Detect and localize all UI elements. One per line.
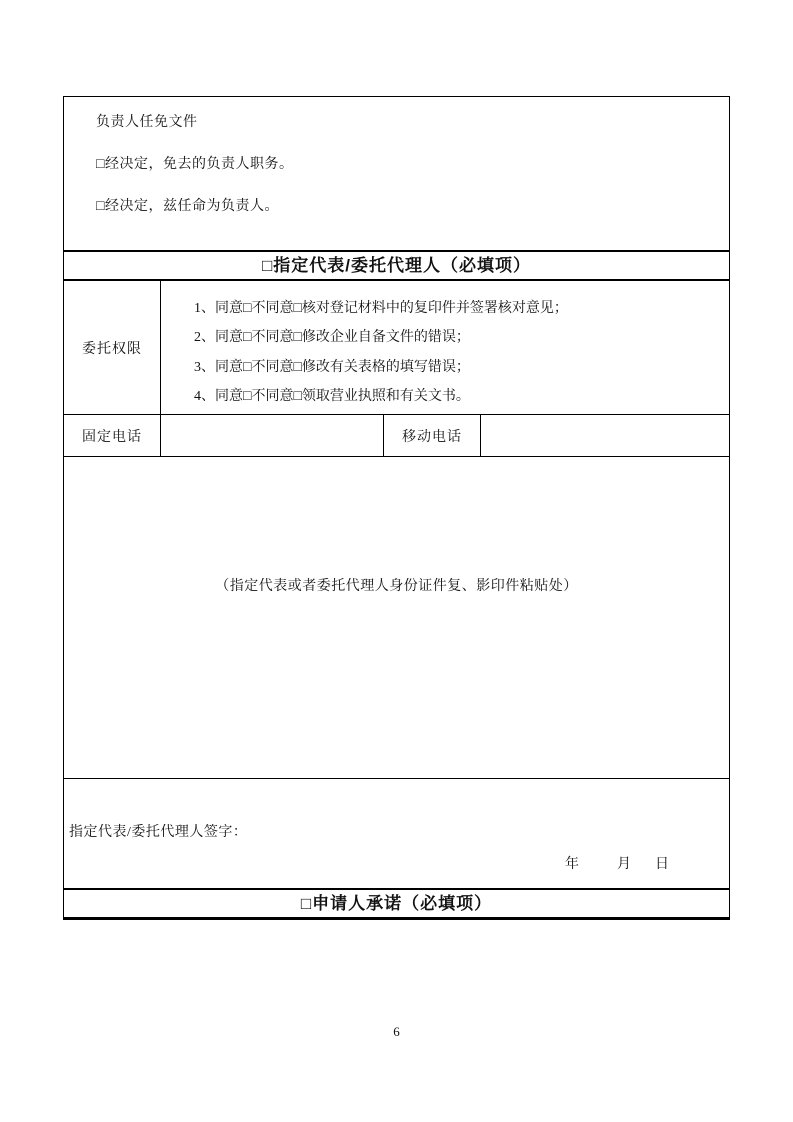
mobile-phone-label: 移动电话 <box>384 415 481 456</box>
authority-row <box>64 281 729 414</box>
date-line <box>64 853 729 873</box>
page-number: 6 <box>393 1024 400 1039</box>
phone-row <box>64 414 729 456</box>
signature-label: 指定代表/委托代理人签字： <box>69 825 248 840</box>
id-paste-area[interactable] <box>64 456 729 778</box>
checkbox-option-appoint[interactable]: □经决定，兹任命为负责人。 <box>96 199 279 214</box>
date-year-label: 年 <box>565 857 579 872</box>
authority-items <box>161 281 729 414</box>
agent-section-header[interactable]: □指定代表/委托代理人（必填项） <box>64 250 729 281</box>
date-day-label: 日 <box>655 857 669 872</box>
authority-item-1[interactable]: 1、同意□不同意□核对登记材料中的复印件并签署核对意见； <box>194 301 568 316</box>
commitment-section-header[interactable]: □申请人承诺（必填项） <box>64 888 729 920</box>
authority-label: 委托权限 <box>64 281 161 414</box>
appointment-section <box>64 97 729 250</box>
authority-item-3[interactable]: 3、同意□不同意□修改有关表格的填写错误； <box>194 359 470 375</box>
authority-item-4[interactable]: 4、同意□不同意□领取营业执照和有关文书。 <box>194 388 470 404</box>
mobile-phone-field[interactable] <box>481 415 729 456</box>
date-month-label: 月 <box>617 857 631 872</box>
authority-item-2[interactable]: 2、同意□不同意□修改企业自备文件的错误； <box>194 330 470 346</box>
signature-row[interactable] <box>64 778 729 888</box>
id-paste-note: （指定代表或者委托代理人身份证件复、影印件粘贴处） <box>215 579 578 594</box>
appointment-title: 负责人任免文件 <box>96 115 198 130</box>
form-table <box>63 96 730 920</box>
fixed-phone-field[interactable] <box>161 415 384 456</box>
fixed-phone-label: 固定电话 <box>64 415 161 456</box>
checkbox-option-dismiss[interactable]: □经决定，免去的负责人职务。 <box>96 157 294 172</box>
